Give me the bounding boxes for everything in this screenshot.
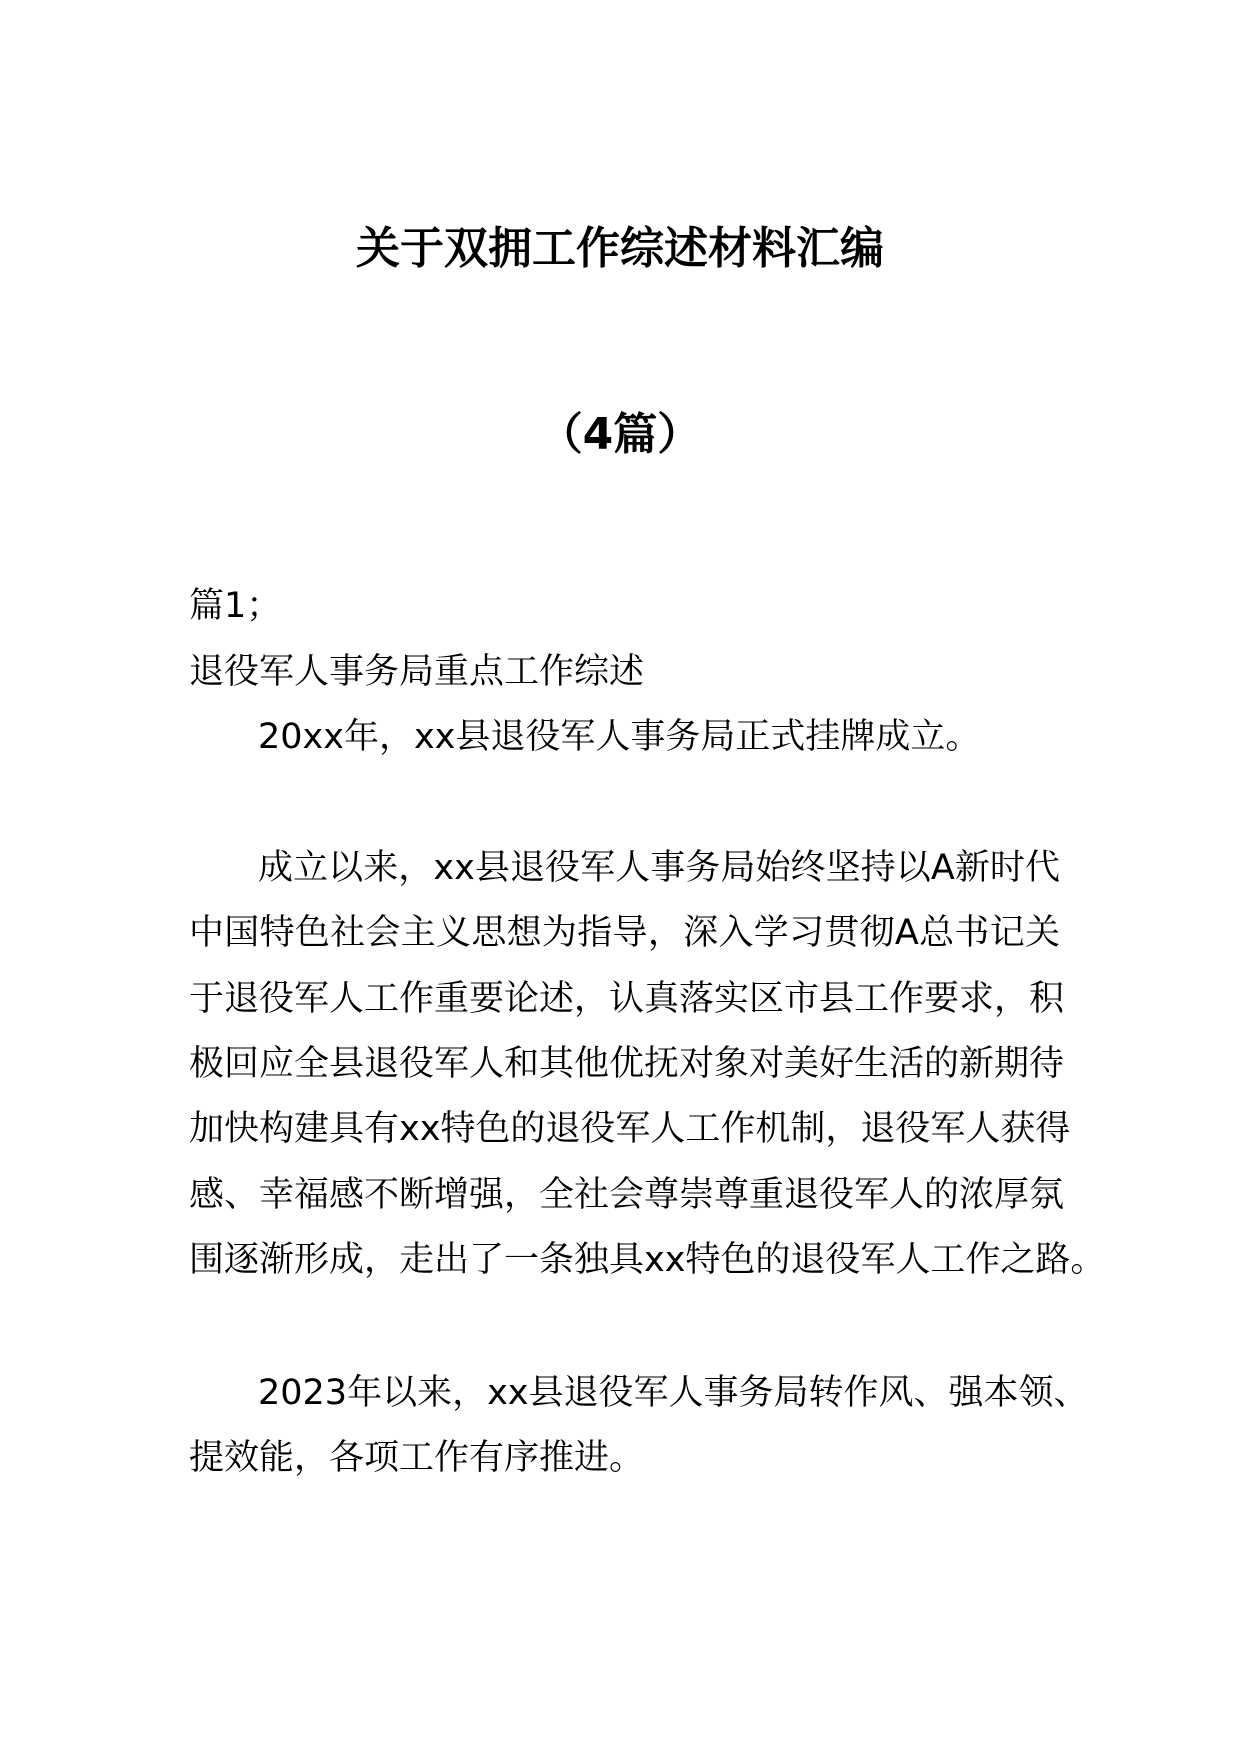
paragraph-2-line: 围逐渐形成，走出了一条独具xx特色的退役军人工作之路。 <box>189 1240 1106 1280</box>
document-title: 关于双拥工作综述材料汇编 <box>356 223 884 274</box>
paragraph-2-line: 加快构建具有xx特色的退役军人工作机制，退役军人获得 <box>189 1109 1071 1149</box>
paragraph-2-line: 感、幸福感不断增强，全社会尊崇尊重退役军人的浓厚氛 <box>189 1175 1065 1215</box>
paragraph-2-line: 极回应全县退役军人和其他优抚对象对美好生活的新期待 <box>189 1044 1065 1084</box>
paragraph-2-line: 于退役军人工作重要论述，认真落实区市县工作要求，积 <box>189 979 1065 1019</box>
paragraph-1-line: 20xx年，xx县退役军人事务局正式挂牌成立。 <box>258 717 981 757</box>
paragraph-2-line: 成立以来，xx县退役军人事务局始终坚持以A新时代 <box>258 848 1060 888</box>
document-subtitle: （4篇） <box>538 409 702 460</box>
article-title: 退役军人事务局重点工作综述 <box>189 652 645 692</box>
paragraph-3-line: 2023年以来，xx县退役军人事务局转作风、强本领、 <box>258 1373 1089 1413</box>
paragraph-3-line: 提效能，各项工作有序推进。 <box>189 1438 645 1478</box>
section-label: 篇1； <box>189 586 282 626</box>
paragraph-2-line: 中国特色社会主义思想为指导，深入学习贯彻A总书记关 <box>189 913 1060 953</box>
